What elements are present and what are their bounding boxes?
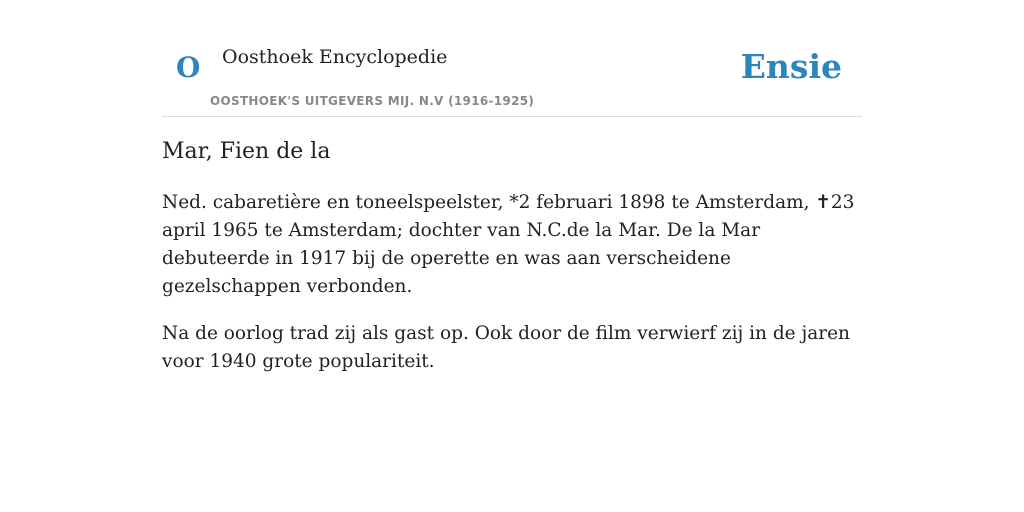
encyclopedia-logo[interactable]: O bbox=[176, 51, 201, 84]
entry-title: Mar, Fien de la bbox=[162, 139, 331, 164]
entry-paragraph: Ned. cabaretière en toneelspeelster, *2 februari 1898 te Amsterdam, ✝23 april 1965 te Amsterdam; dochter van N.C.de la Mar. De la Mar debuteerde in 1917 bij de operette en was aan verscheidene gezelschappen verbonden. bbox=[162, 191, 855, 297]
entry-paragraph: Na de oorlog trad zij als gast op. Ook door de film verwierf zij in de jaren voor 1940 grote populariteit. bbox=[162, 322, 850, 372]
ensie-brand-link[interactable]: Ensie bbox=[740, 47, 842, 86]
book-title: Oosthoek Encyclopedie bbox=[222, 46, 448, 68]
encyclopedia-header bbox=[162, 36, 862, 117]
entry-article bbox=[162, 138, 866, 376]
publisher-label: OOSTHOEK'S UITGEVERS MIJ. N.V (1916-1925) bbox=[210, 94, 535, 108]
